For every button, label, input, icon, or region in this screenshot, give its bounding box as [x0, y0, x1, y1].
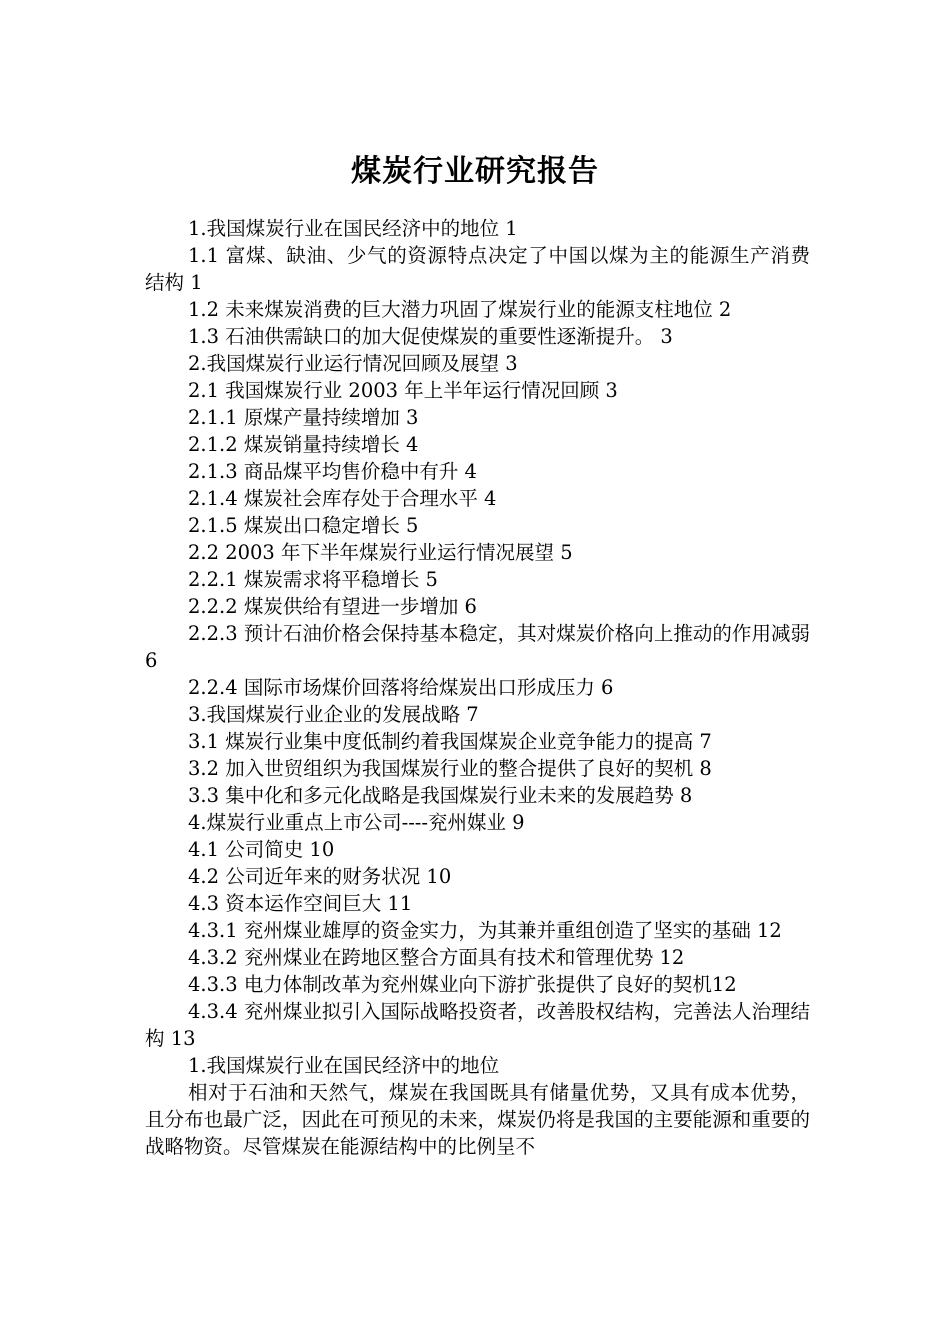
document-title: 煤炭行业研究报告 — [351, 154, 599, 189]
toc-entry: 2.2 2003 年下半年煤炭行业运行情况展望 5 — [188, 541, 573, 564]
toc-entry: 2.2.4 国际市场煤价回落将给煤炭出口形成压力 6 — [188, 676, 614, 699]
toc-entry: 2.2.1 煤炭需求将平稳增长 5 — [188, 568, 438, 591]
toc-entry: 2.1.5 煤炭出口稳定增长 5 — [188, 514, 419, 537]
toc-entry: 4.3 资本运作空间巨大 11 — [188, 892, 413, 915]
section-heading: 1.我国煤炭行业在国民经济中的地位 — [188, 1054, 500, 1077]
toc-entry: 2.2.2 煤炭供给有望进一步增加 6 — [188, 595, 477, 618]
toc-entry: 1.3 石油供需缺口的加大促使煤炭的重要性逐渐提升。 3 — [188, 325, 673, 348]
toc-entry: 1.我国煤炭行业在国民经济中的地位 1 — [188, 217, 518, 240]
toc-entry: 2.1.2 煤炭销量持续增长 4 — [188, 433, 419, 456]
body-paragraph: 相对于石油和天然气，煤炭在我国既具有储量优势，又具有成本优势，且分布也最广泛，因此在可预见的未来，煤炭仍将是我国的主要能源和重要的战略物资。尽管煤炭在能源结构中的比例呈不 — [145, 1081, 810, 1158]
toc-entry: 4.3.1 兖州煤业雄厚的资金实力，为其兼并重组创造了坚实的基础 12 — [188, 919, 782, 942]
toc-entry: 3.3 集中化和多元化战略是我国煤炭行业未来的发展趋势 8 — [188, 784, 693, 807]
toc-entry: 2.1.3 商品煤平均售价稳中有升 4 — [188, 460, 477, 483]
toc-entry: 3.我国煤炭行业企业的发展战略 7 — [188, 703, 479, 726]
document-content — [145, 215, 810, 1160]
toc-entry: 2.1 我国煤炭行业 2003 年上半年运行情况回顾 3 — [188, 379, 618, 402]
toc-entry: 4.3.2 兖州煤业在跨地区整合方面具有技术和管理优势 12 — [188, 946, 685, 969]
toc-entry: 4.1 公司简史 10 — [188, 838, 335, 861]
toc-entry: 2.我国煤炭行业运行情况回顾及展望 3 — [188, 352, 518, 375]
toc-entry: 4.3.3 电力体制改革为兖州媒业向下游扩张提供了良好的契机12 — [188, 973, 737, 996]
toc-entry: 2.2.3 预计石油价格会保持基本稳定，其对煤炭价格向上推动的作用减弱 6 — [145, 622, 810, 672]
toc-entry: 3.2 加入世贸组织为我国煤炭行业的整合提供了良好的契机 8 — [188, 757, 712, 780]
toc-entry: 2.1.1 原煤产量持续增加 3 — [188, 406, 419, 429]
toc-entry: 3.1 煤炭行业集中度低制约着我国煤炭企业竞争能力的提高 7 — [188, 730, 712, 753]
toc-entry: 1.2 未来煤炭消费的巨大潜力巩固了煤炭行业的能源支柱地位 2 — [188, 298, 732, 321]
toc-entry: 4.2 公司近年来的财务状况 10 — [188, 865, 452, 888]
toc-entry: 4.煤炭行业重点上市公司----兖州媒业 9 — [188, 811, 525, 834]
toc-entry: 2.1.4 煤炭社会库存处于合理水平 4 — [188, 487, 497, 510]
toc-entry: 4.3.4 兖州煤业拟引入国际战略投资者，改善股权结构，完善法人治理结构 13 — [145, 1000, 810, 1050]
toc-entry: 1.1 富煤、缺油、少气的资源特点决定了中国以煤为主的能源生产消费结构 1 — [145, 244, 810, 294]
